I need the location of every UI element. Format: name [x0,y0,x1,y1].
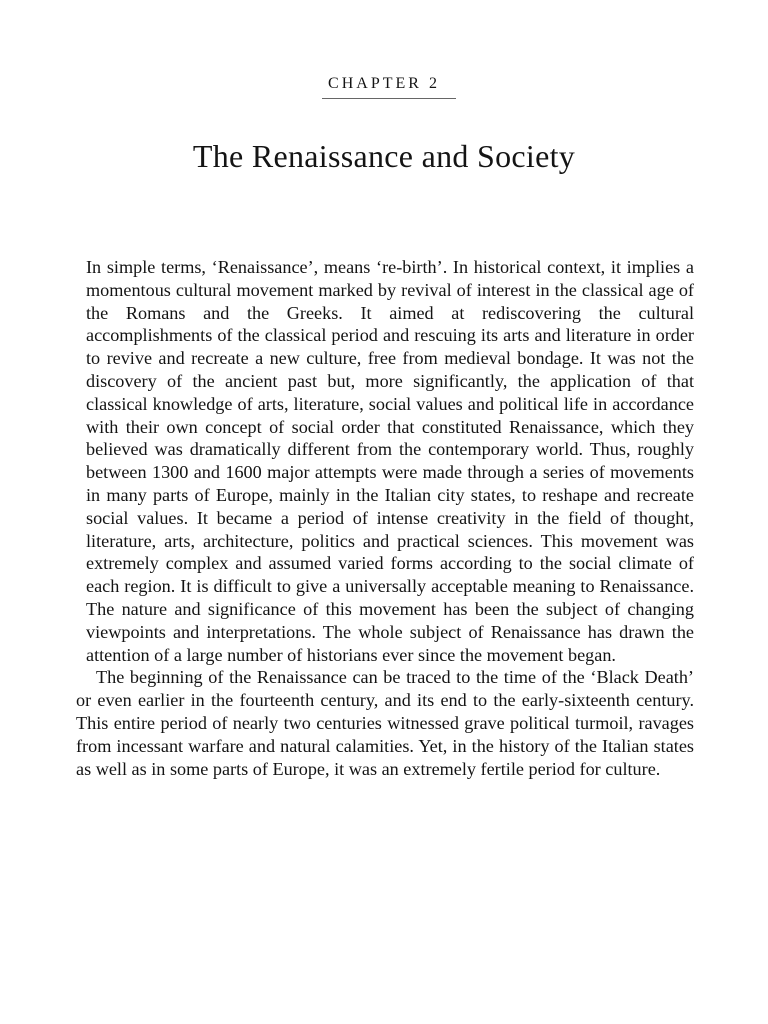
chapter-rule [322,98,456,99]
body-text [76,256,694,780]
paragraph-2: The beginning of the Renaissance can be traced to the time of the ‘Black Death’ or even earlier in the fourteenth century, and its end to the early-sixteenth century. This entire period of nearly two centuries witnessed grave political turmoil, ravages from incessant warfare and natural calamities. Yet, in the history of the Italian states as well as in some parts of Europe, it was an extremely fertile period for culture. [76,667,694,779]
chapter-label: CHAPTER 2 [328,75,440,92]
chapter-title: The Renaissance and Society [192,138,576,174]
paragraph-1: In simple terms, ‘Renaissance’, means ‘re-birth’. In historical context, it implies a momentous cultural movement marked by revival of interest in the classical age of the Romans and the Greeks. It aimed at rediscovering the cultural accomplishments of the classical period and rescuing its arts and literature in order to revive and recreate a new culture, free from medieval bondage. It was not the discovery of the ancient past but, more significantly, the application of that classical knowledge of arts, literature, social values and political life in accordance with their own concept of social order that constituted Renaissance, which they believed was dramatically different from the contemporary world. Thus, roughly between 1300 and 1600 major attempts were made through a series of movements in many parts of Europe, mainly in the Italian city states, to reshape and recreate social values. It became a period of intense creativity in the field of thought, literature, arts, architecture, politics and practical sciences. This movement was extremely complex and assumed varied forms according to the social climate of each region. It is difficult to give a universally acceptable meaning to Renaissance. The nature and significance of this movement has been the subject of changing viewpoints and interpretations. The whole subject of Renaissance has drawn the attention of a large number of historians ever since the movement began. [86,257,694,665]
